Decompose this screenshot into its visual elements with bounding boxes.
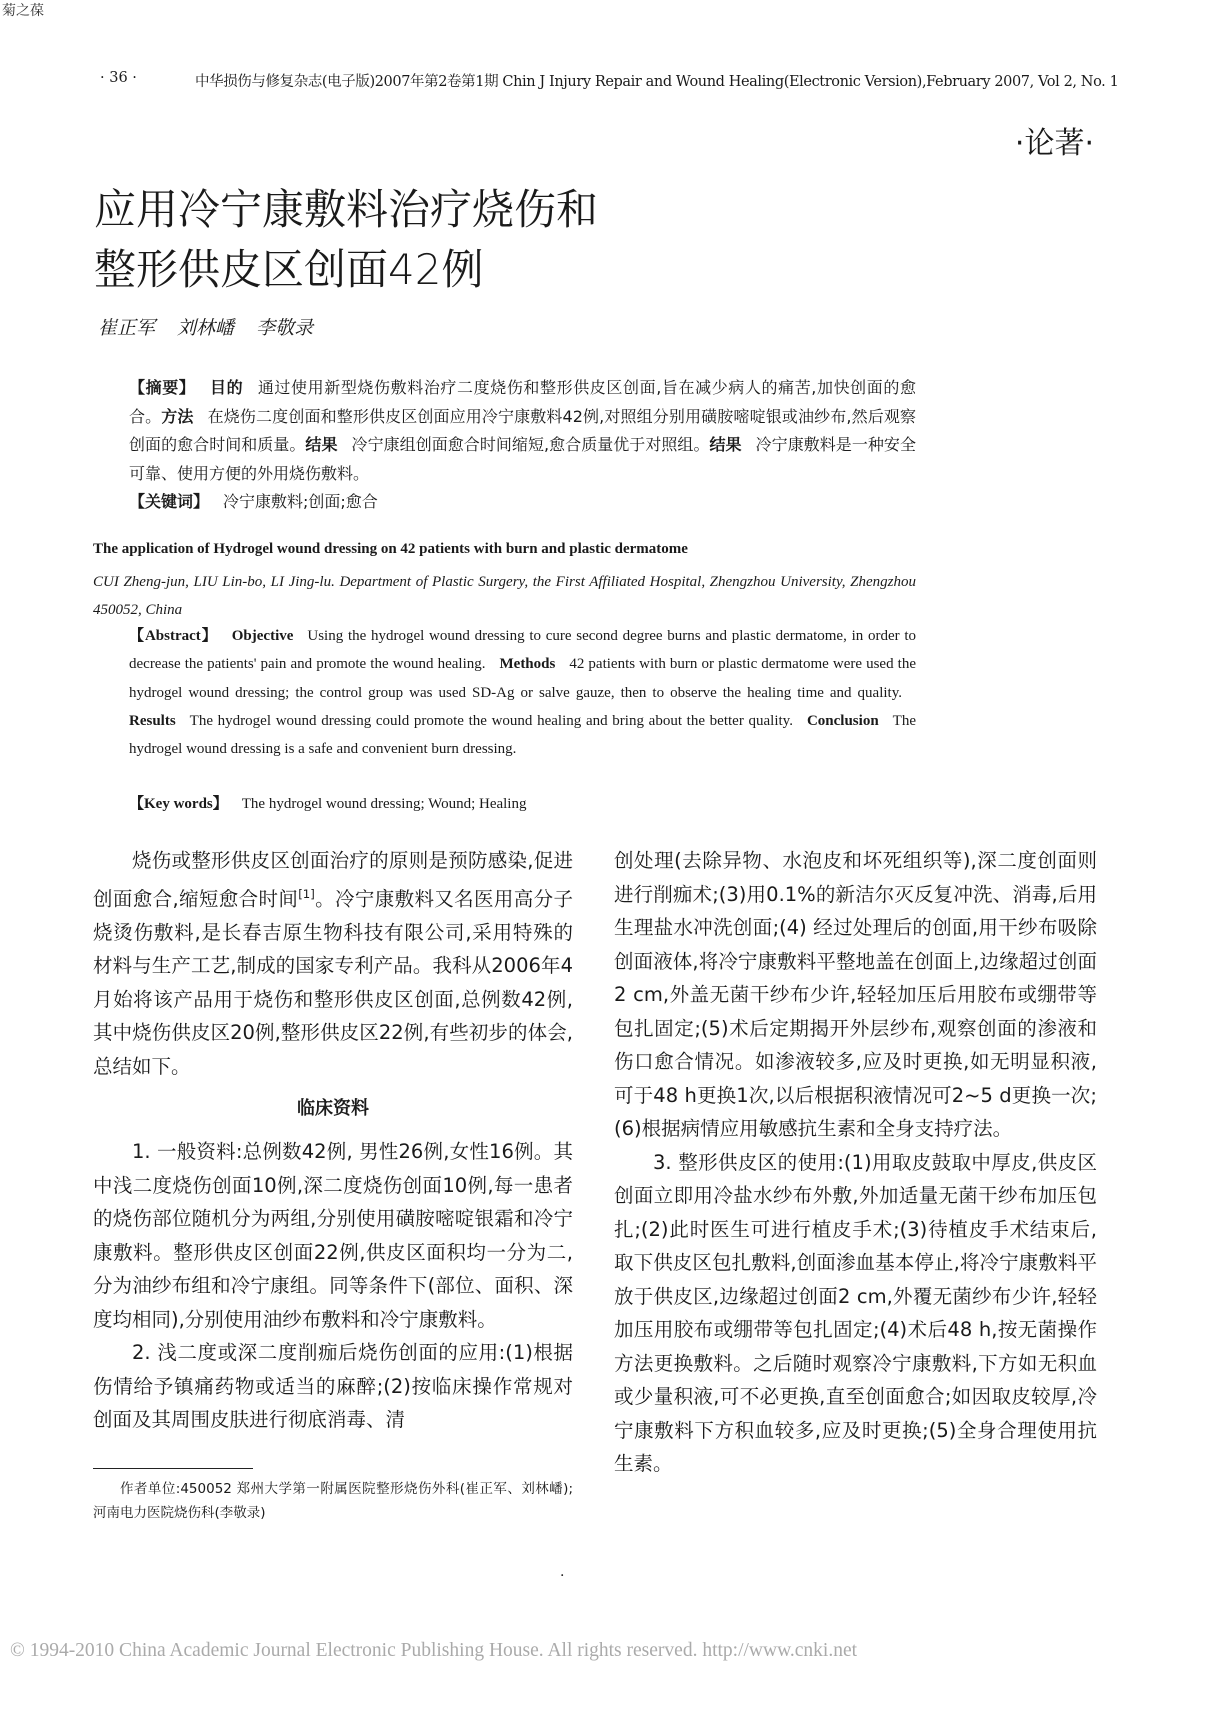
en-results-text: The hydrogel wound dressing could promote the wound healing and bring about the better quality. (189, 712, 793, 729)
body-left-column (93, 844, 573, 1437)
authors: 崔正军 刘林嶓 李敬录 (98, 317, 314, 339)
section-label: ·论著· (1014, 126, 1094, 161)
title-line-2: 整形供皮区创面42例 (94, 245, 484, 294)
paragraph-donor-site: 3. 整形供皮区的使用:(1)用取皮鼓取中厚皮,供皮区创面立即用冷盐水纱布外敷,外加适量无菌干纱布加压包扎;(2)此时医生可进行植皮手术;(3)待植皮手术结束后,取下供皮区包扎敷料,创面渗血基本停止,将冷宁康敷料平放于供皮区,边缘超过创面2 cm,外覆无菌纱布少许,轻轻加压用胶布或绷带等包扎固定;(4)术后48 h,按无菌操作方法更换敷料。之后随时观察冷宁康敷料,下方如无积血或少量积液,可不必更换,直至创面愈合;如因取皮较厚,冷宁康敷料下方积血较多,应及时更换;(5)全身合理使用抗生素。 (614, 1150, 1097, 1475)
en-methods-text: 42 patients with burn or plastic dermatome were used the hydrogel wound dressing; the control group was used SD-Ag or salve gauze, then to observe the healing time and quality. (129, 656, 916, 701)
footnote-rule (93, 1468, 253, 1469)
article-title (94, 180, 598, 300)
corner-mark: 菊之葆 (2, 3, 44, 19)
body-right-column (614, 844, 1097, 1481)
en-results-label: Results (129, 712, 176, 729)
en-conclusion-label: Conclusion (806, 712, 879, 729)
running-head (100, 70, 1119, 94)
objective-label: 目的 (209, 378, 244, 397)
intro-paragraph (93, 844, 573, 1083)
bottom-mark: · (560, 1568, 565, 1584)
keywords-text: 冷宁康敷料;创面;愈合 (223, 492, 378, 511)
paragraph-burn-application: 2. 浅二度或深二度削痂后烧伤创面的应用:(1)根据伤情给予镇痛药物或适当的麻醉;(2)按临床操作常规对创面及其周围皮肤进行彻底消毒、清 (93, 1341, 573, 1431)
en-methods-label: Methods (499, 656, 556, 673)
keywords-tag: 【关键词】 (129, 492, 210, 511)
paragraph-burn-application-cont: 创处理(去除异物、水泡皮和坏死组织等),深二度创面则进行削痂术;(3)用0.1%的新洁尔灭反复冲洗、消毒,后用生理盐水冲洗创面;(4) 经过处理后的创面,用干纱布吸除创面液体,将冷宁康敷料平整地盖在创面上,边缘超过创面2 cm,外盖无菌干纱布少许,轻轻加压后用胶布或绷带等包扎固定;(5)术后定期揭开外层纱布,观察创面的渗液和伤口愈合情况。如渗液较多,应及时更换,如无明显积液,可于48 h更换1次,以后根据积液情况可2~5 d更换一次;(6)根据病情应用敏感抗生素和全身支持疗法。 (614, 849, 1097, 1140)
abstract-tag: 【摘要】 (129, 378, 196, 397)
intro-text-b: 。冷宁康敷料又名医用高分子烧烫伤敷料,是长春吉原生物科技有限公司,采用特殊的材料与生产工艺,制成的国家专利产品。我科从2006年4月始将该产品用于烧伤和整形供皮区创面,总例数42例,其中烧伤供皮区20例,整形供皮区22例,有些初步的体会,总结如下。 (93, 887, 573, 1078)
title-line-1: 应用冷宁康敷料治疗烧伤和 (94, 185, 599, 234)
en-keywords-text: The hydrogel wound dressing; Wound; Healing (241, 796, 527, 812)
section-heading: 临床资料 (297, 1098, 369, 1119)
en-abstract-tag: 【Abstract】 (129, 628, 218, 644)
conclusion-text: 冷宁康敷料是一种安全可靠、使用方便的外用烧伤敷料。 (129, 435, 916, 483)
english-keywords (129, 792, 526, 813)
english-title: The application of Hydrogel wound dressing on 42 patients with burn and plastic dermatome (93, 541, 688, 557)
objective-text: 通过使用新型烧伤敷料治疗二度烧伤和整形供皮区创面,旨在减少病人的痛苦,加快创面的愈合。 (129, 378, 916, 426)
conclusion-label: 结果 (709, 435, 742, 454)
chinese-abstract (93, 374, 916, 517)
results-text: 冷宁康组创面愈合时间缩短,愈合质量优于对照组。 (351, 435, 710, 454)
intro-text-a: 烧伤或整形供皮区创面治疗的原则是预防感染,促进创面愈合,缩短愈合时间 (93, 849, 573, 910)
page-number: · 36 · (100, 70, 137, 86)
english-abstract (93, 622, 916, 763)
results-label: 结果 (305, 435, 338, 454)
copyright-footer: © 1994-2010 China Academic Journal Electronic Publishing House. All rights reserved. http://www.cnki.net (10, 1640, 858, 1661)
citation-ref: [1] (298, 886, 315, 901)
methods-text: 在烧伤二度创面和整形供皮区创面应用冷宁康敷料42例,对照组分别用磺胺嘧啶银或油纱布,然后观察创面的愈合时间和质量。 (129, 406, 916, 454)
en-conclusion-text: The hydrogel wound dressing is a safe and convenient burn dressing. (129, 712, 916, 758)
en-objective-label: Objective (231, 628, 294, 644)
en-keywords-tag: 【Key words】 (129, 796, 228, 812)
methods-label: 方法 (161, 406, 194, 426)
journal-citation: 中华损伤与修复杂志(电子版)2007年第2卷第1期 Chin J Injury Repair and Wound Healing(Electronic Version),February 2007, Vol 2, No. 1 (195, 74, 1119, 90)
paragraph-general-data: 1. 一般资料:总例数42例, 男性26例,女性16例。其中浅二度烧伤创面10例,深二度烧伤创面10例,每一患者的烧伤部位随机分为两组,分别使用磺胺嘧啶银霜和冷宁康敷料。整形供皮区创面22例,供皮区面积均一分为二,分为油纱布组和冷宁康组。同等条件下(部位、面积、深度均相同),分别使用油纱布敷料和冷宁康敷料。 (93, 1140, 573, 1331)
en-objective-text: Using the hydrogel wound dressing to cure second degree burns and plastic dermatome, in order to decrease the patients' pain and promote the wound healing. (129, 628, 916, 673)
english-affiliation: CUI Zheng-jun, LIU Lin-bo, LI Jing-lu. Department of Plastic Surgery, the First Affiliated Hospital, Zhengzhou University, Zhengzhou 450052, China (93, 574, 916, 618)
author-affiliation-footnote: 作者单位:450052 郑州大学第一附属医院整形烧伤外科(崔正军、刘林嶓);河南电力医院烧伤科(李敬录) (93, 1481, 573, 1521)
